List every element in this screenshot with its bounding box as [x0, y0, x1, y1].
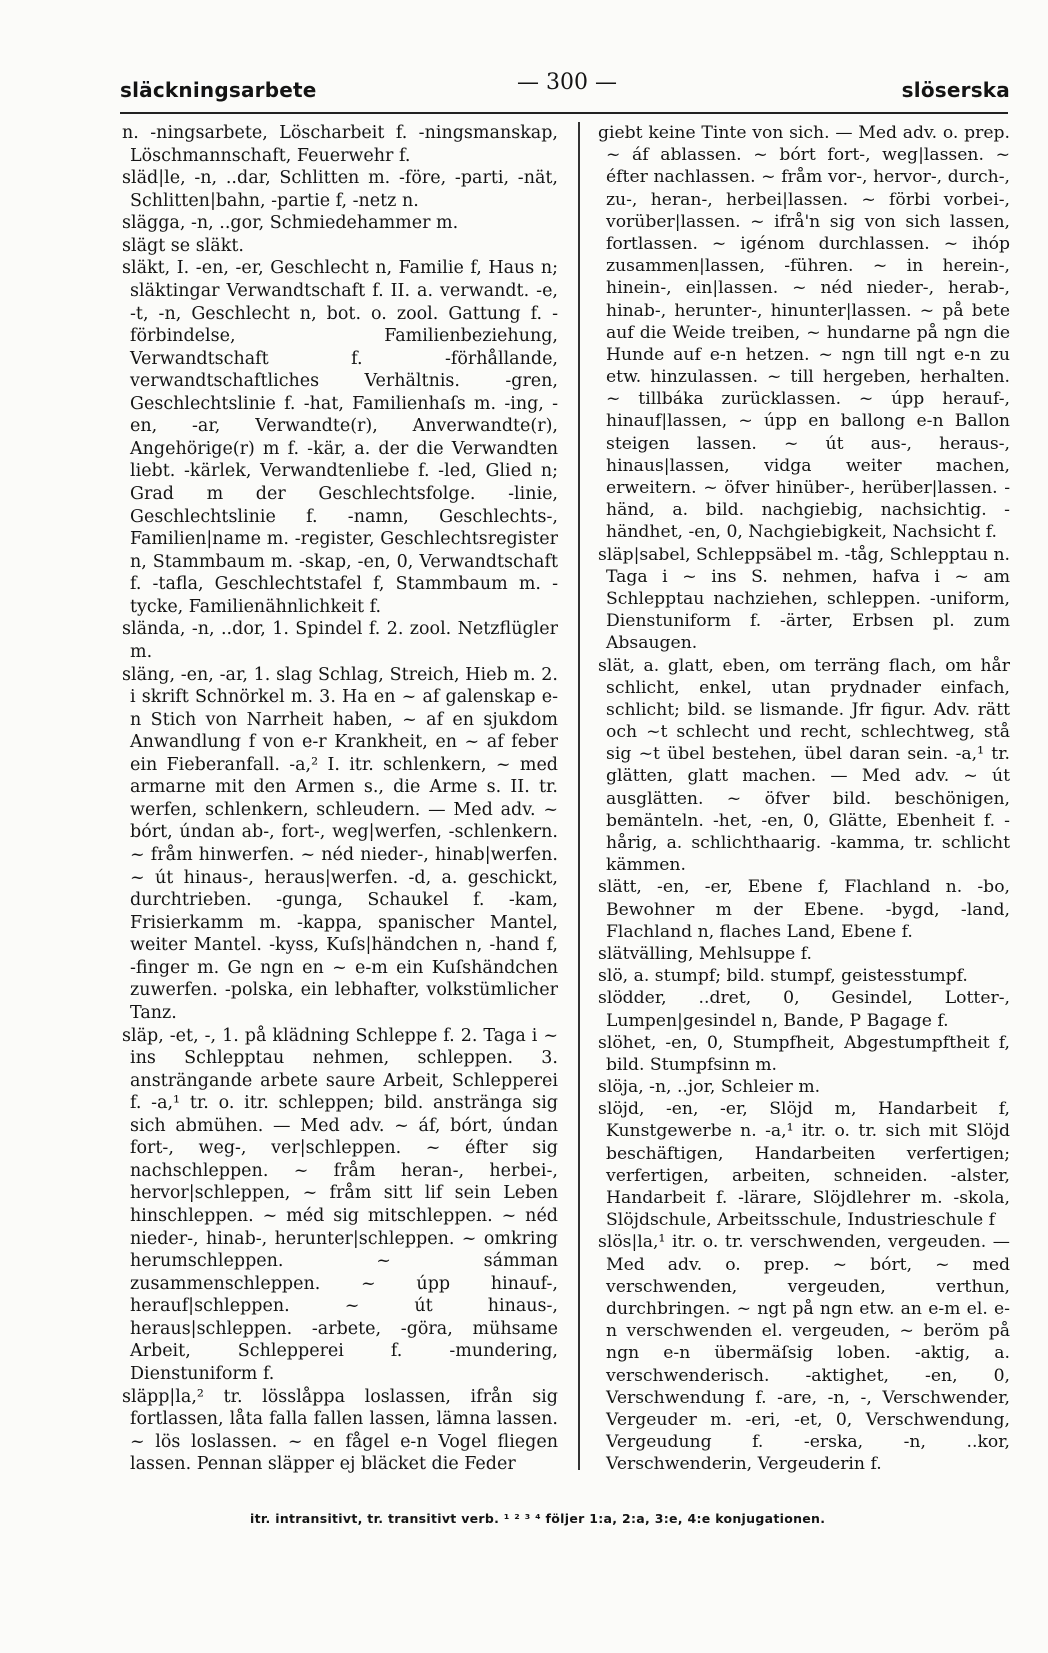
- entry: släp|sabel, Schleppsäbel m. -tåg, Schlepptau n. Taga i ~ ins S. nehmen, hafva i ~ am Schlepptau nachziehen, schleppen. -uniform, Dienstuniform f. -ärter, Erbsen pl. zum Absaugen.: [598, 544, 1010, 654]
- page-number: — 300 —: [517, 70, 617, 95]
- entry: slägt se släkt.: [122, 235, 244, 256]
- entry: slö, a. stumpf; bild. stumpf, geistesstumpf.: [598, 966, 968, 987]
- right-guide-word: slöserska: [901, 78, 1010, 102]
- left-guide-word: släckningsarbete: [120, 78, 317, 102]
- left-column: [122, 122, 558, 1476]
- entry: släpp|la,² tr. lösslåppa loslassen, ifrån sig fortlassen, låta falla fallen lassen, lämna lassen. ~ lös loslassen. ~ en fågel e-n Vogel fliegen lassen. Pennan släpper ej bläcket die Feder: [122, 1386, 558, 1475]
- entry: slöjd, -en, -er, Slöjd m, Handarbeit f, Kunstgewerbe n. -a,¹ itr. o. tr. sich mit Slöjd beschäftigen, Handarbeiten verfertigen; verfertigen, arbeiten, schneiden. -alster, Handarbeit f. -lärare, Slöjdlehrer m. -skola, Slöjdschule, Arbeitsschule, Industrieschule f: [598, 1099, 1010, 1231]
- right-column: [598, 122, 1010, 1475]
- header-rule: [120, 112, 1008, 114]
- footer-note: itr. intransitivt, tr. transitivt verb. ¹ ² ³ ⁴ följer 1:a, 2:a, 3:e, 4:e konjugationen.: [250, 1511, 826, 1526]
- entry: slät, a. glatt, eben, om terräng flach, om hår schlicht, enkel, utan prydnader einfach, schlicht; bild. se lismande. Jfr figur. Adv. rätt och ~t schlecht und recht, schlechtweg, stå sig ~t übel bestehen, übel daran sein. -a,¹ tr. glätten, glatt machen. — Med adv. ~ út ausglätten. ~ öfver bild. beschönigen, bemänteln. -het, -en, 0, Glätte, Ebenheit f. -hårig, a. schlichthaarig. -kamma, tr. schlicht kämmen.: [598, 655, 1010, 876]
- entry: släp, -et, -, 1. på klädning Schleppe f. 2. Taga i ~ ins Schlepptau nehmen, schleppen. 3. ansträngande arbete saure Arbeit, Schlepperei f. -a,¹ tr. o. itr. schleppen; bild. anstränga sig sich abmühen. — Med adv. ~ áf, bórt, úndan fort-, weg-, ver|schleppen. ~ éfter sig nachschleppen. ~ fråm heran-, herbei-, hervor|schleppen, ~ fråm sitt lif sein Leben hinschleppen. ~ méd sig mitschleppen. ~ néd nieder-, hinab-, herunter|schleppen. ~ omkring herumschleppen. ~ sámman zusammenschleppen. ~ úpp hinauf-, herauf|schleppen. ~ út hinaus-, heraus|schleppen. -arbete, -göra, mühsame Arbeit, Schlepperei f. -mundering, Dienstuniform f.: [122, 1025, 558, 1384]
- entry: släd|le, -n, ..dar, Schlitten m. -före, -parti, -nät, Schlitten|bahn, -partie f, -netz n.: [122, 168, 558, 211]
- entry: giebt keine Tinte von sich. — Med adv. o. prep. ~ áf ablassen. ~ bórt fort-, weg|lassen. ~ éfter nachlassen. ~ fråm vor-, hervor-, durch-, zu-, heran-, herbei|lassen. ~ förbi vorbei-, vorüber|lassen. ~ ifrå'n sig von sich lassen, fortlassen. ~ igénom durchlassen. ~ ihóp zusammen|lassen, -führen. ~ in herein-, hinein-, ein|lassen. ~ néd nieder-, herab-, hinab-, herunter-, hinunter|lassen. ~ på bete auf die Weide treiben, ~ hundarne på ngn die Hunde auf e-n hetzen. ~ ngn till ngt e-n zu etw. hinzulassen. ~ till hergeben, herhalten. ~ tillbáka zurücklassen. ~ úpp herauf-, hinauf|lassen, ~ úpp en ballong e-n Ballon steigen lassen. ~ út aus-, heraus-, hinaus|lassen, vidga weiter machen, erweitern. ~ öfver hinüber-, herüber|lassen. -händ, a. bild. nachgiebig, nachsichtig. -händhet, -en, 0, Nachgiebigkeit, Nachsicht f.: [598, 123, 1010, 543]
- page-header: [120, 70, 1010, 104]
- column-divider: [578, 122, 580, 1470]
- entry: slödder, ..dret, 0, Gesindel, Lotter-, Lumpen|gesindel n, Bande, P Bagage f.: [598, 988, 1010, 1031]
- entry: släkt, I. -en, -er, Geschlecht n, Familie f, Haus n; släktingar Verwandtschaft f. II. a. verwandt. -e, -t, -n, Geschlecht n, bot. o. zool. Gattung f. -förbindelse, Familienbeziehung, Verwandtschaft f. -förhållande, verwandtschaftliches Verhältnis. -gren, Geschlechtslinie f. -hat, Familienhaſs m. -ing, -en, -ar, Verwandte(r), Anverwandte(r), Angehörige(r) m f. -kär, a. der die Verwandten liebt. -kärlek, Verwandtenliebe f. -led, Glied n; Grad m der Geschlechtsfolge. -linie, Geschlechtslinie f. -namn, Geschlechts-, Familien|name m. -register, Geschlechtsregister n, Stammbaum m. -skap, -en, 0, Verwandtschaft f. -tafla, Geschlechtstafel f, Stammbaum m. -tycke, Familienähnlichkeit f.: [122, 258, 558, 617]
- entry: slöja, -n, ..jor, Schleier m.: [598, 1077, 821, 1098]
- entry: slätvälling, Mehlsuppe f.: [598, 943, 812, 964]
- entry: slöhet, -en, 0, Stumpfheit, Abgestumpftheit f, bild. Stumpfsinn m.: [598, 1032, 1010, 1075]
- entry: n. -ningsarbete, Löscharbeit f. -ningsmanskap, Löschmannschaft, Feuerwehr f.: [122, 123, 558, 166]
- entry: slätt, -en, -er, Ebene f, Flachland n. -bo, Bewohner m der Ebene. -bygd, -land, Flachland n, flaches Land, Ebene f.: [598, 877, 1010, 942]
- entry: slös|la,¹ itr. o. tr. verschwenden, vergeuden. — Med adv. o. prep. ~ bórt, ~ med verschwenden, vergeuden, verthun, durchbringen. ~ ngt på ngn etw. an e-m el. e-n verschwenden el. vergeuden, ~ beröm på ngn e-n übermäſsig loben. -aktig, a. verschwenderisch. -aktighet, -en, 0, Verschwendung f. -are, -n, -, Verschwender, Vergeuder m. -eri, -et, 0, Verschwendung, Vergeudung f. -erska, -n, ..kor, Verschwenderin, Vergeuderin f.: [598, 1232, 1010, 1475]
- entry: släng, -en, -ar, 1. slag Schlag, Streich, Hieb m. 2. i skrift Schnörkel m. 3. Ha en ~ af galenskap e-n Stich von Narrheit haben, ~ af en sjukdom Anwandlung f von e-r Krankheit, en ~ af feber ein Fieberanfall. -a,² I. itr. schlenkern, ~ med armarne mit den Armen s., die Arme s. II. tr. werfen, schlenkern, schleudern. — Med adv. ~ bórt, úndan ab-, fort-, weg|werfen, -schlenkern. ~ fråm hinwerfen. ~ néd nieder-, hinab|werfen. ~ út hinaus-, heraus|werfen. -d, a. geschickt, durchtrieben. -gunga, Schaukel f. -kam, Frisierkamm m. -kappa, spanischer Mantel, weiter Mantel. -kyss, Kuſs|händchen n, -hand f, -finger m. Ge ngn en ~ e-m ein Kuſshändchen zuwerfen. -polska, ein lebhafter, volkstümlicher Tanz.: [122, 664, 558, 1023]
- entry: slägga, -n, ..gor, Schmiedehammer m.: [122, 213, 459, 234]
- entry: slända, -n, ..dor, 1. Spindel f. 2. zool. Netzflügler m.: [122, 619, 558, 662]
